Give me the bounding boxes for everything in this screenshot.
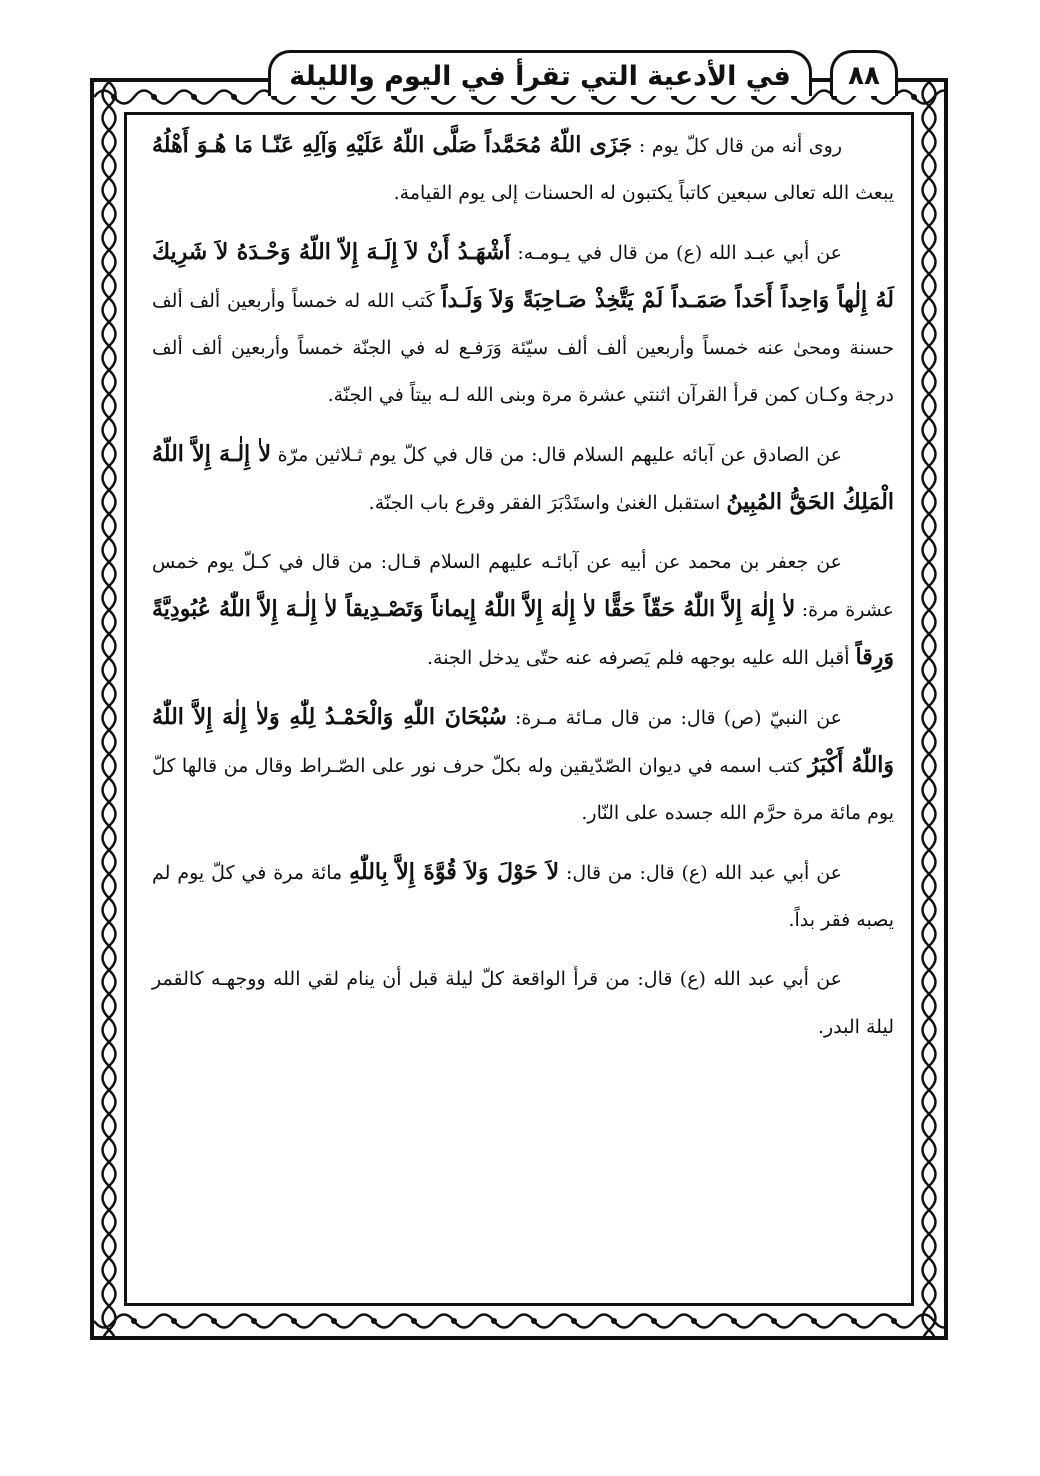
paragraph-text: أقبل الله عليه بوجهه فلم يَصرفه عنه حتّى يدخل الجنة. [426,647,856,669]
running-header-title: في الأدعية التي تقرأ في اليوم والليلة [289,61,791,92]
supplication-text: سُبْحَانَ اللّٰهِ وَالْحَمْـدُ لِلّٰهِ وَلاٰ إِلٰهَ إِلاَّ اللّٰهُ وَاللّٰهُ أَكْبَرُ [152,704,895,778]
paragraph [152,956,894,1051]
supplication-text: لاٰ إِلٰهَ إِلاَّ اللّٰهُ حَقّاً حَقًّا لاٰ إِلٰهَ إِلاَّ اللّٰهُ إِيماناً وَتَصْـدِيقاً لاٰ إِلٰـهَ إِلاَّ اللّٰهُ عُبُودِيَّةً وَرِقاً [152,596,894,670]
paragraph-text: عن أبي عبـد الله (ع) من قال في يـومـه: [510,242,842,264]
paragraph [152,694,894,837]
supplication-text: أَشْهَـدُ أَنْ لاَ إِلَـهَ إِلاّ اللّهُ وَحْـدَهُ لاَ شَرِيكَ لَهُ إِلٰهاً وَاحِداً أَحَداً صَمَـداً لَمْ يَتَّخِذْ صَـاحِبَةً وَلاَ وَلَـداً [152,239,894,313]
running-header [268,50,812,96]
paragraph-text: عن أبي عبد الله (ع) قال: من قال: [559,862,842,884]
paragraph-text: عن الصادق عن آبائه عليهم السلام قال: من قال في كلّ يوم ثـلاثين مرّة [271,444,842,466]
paragraph [152,229,894,419]
page-number: ٨٨ [848,61,880,91]
paragraph-text: كَتب الله له خمساً وأربعين ألف ألف حسنة ومحىٰ عنه خمساً وأربعين ألف ألف سيّئة وَرَفـع له في الجنّة خمساً وأربعين ألف ألف درجة وكـان كمن قرأ القرآن اثنتي عشرة مرة وبنى الله لـه بيتاً في الجنّة. [152,290,894,406]
paragraph [152,849,894,944]
paragraph-text: عن جعفر بن محمد عن أبيه عن آبائـه عليهم السلام قـال: من قال في كـلّ يوم خمس عشرة مرة: [152,551,894,621]
supplication-text: لاَ حَوْلَ وَلاَ قُوَّةَ إِلاَّ بِاللّٰهِ [349,859,560,885]
paragraph-text: عن أبي عبد الله (ع) قال: من قرأ الواقعة كلّ ليلة قبل أن ينام لقي الله ووجهـه كالقمر ليلة البدر. [152,968,894,1038]
paragraph-text: مائة مرة في كلّ يوم لم يصبه فقر بداً. [152,862,894,931]
paragraph-text: استقبل الغنىٰ واستَدْبَرَ الفقر وقرع باب الجنّة. [368,492,727,514]
page-body [152,122,894,1063]
paragraph [152,539,894,682]
paragraph [152,122,894,217]
border-ornament-right [914,82,944,1336]
paragraph-text: يبعث الله تعالى سبعين كاتباً يكتبون له الحسنات إلى يوم القيامة. [393,182,894,204]
paragraph-text: عن النبيّ (ص) قال: من قال مـائة مـرة: [506,707,843,729]
paragraph-text: كتب اسمه في ديوان الصّدّيقين وله بكلّ حرف نور على الصّـراط وقال من قالها كلّ يوم مائة مرة حرَّم الله جسده على النّار. [152,755,894,824]
supplication-text: لاٰ إِلٰـهَ إِلاَّ اللّهُ الْمَلِكُ الحَقُّ المُبِينُ [152,441,894,515]
supplication-text: جَزَى اللّهُ مُحَمَّداً صَلَّى اللّهُ عَلَيْهِ وَآلِهِ عَنّـا مَا هُـوَ أَهْلُهُ [152,132,633,158]
border-ornament-left [94,82,124,1336]
border-ornament-bottom [94,1306,944,1336]
page-number-tab [830,50,898,96]
paragraph-text: روى أنه من قال كلّ يوم : [632,135,843,157]
paragraph [152,431,894,527]
